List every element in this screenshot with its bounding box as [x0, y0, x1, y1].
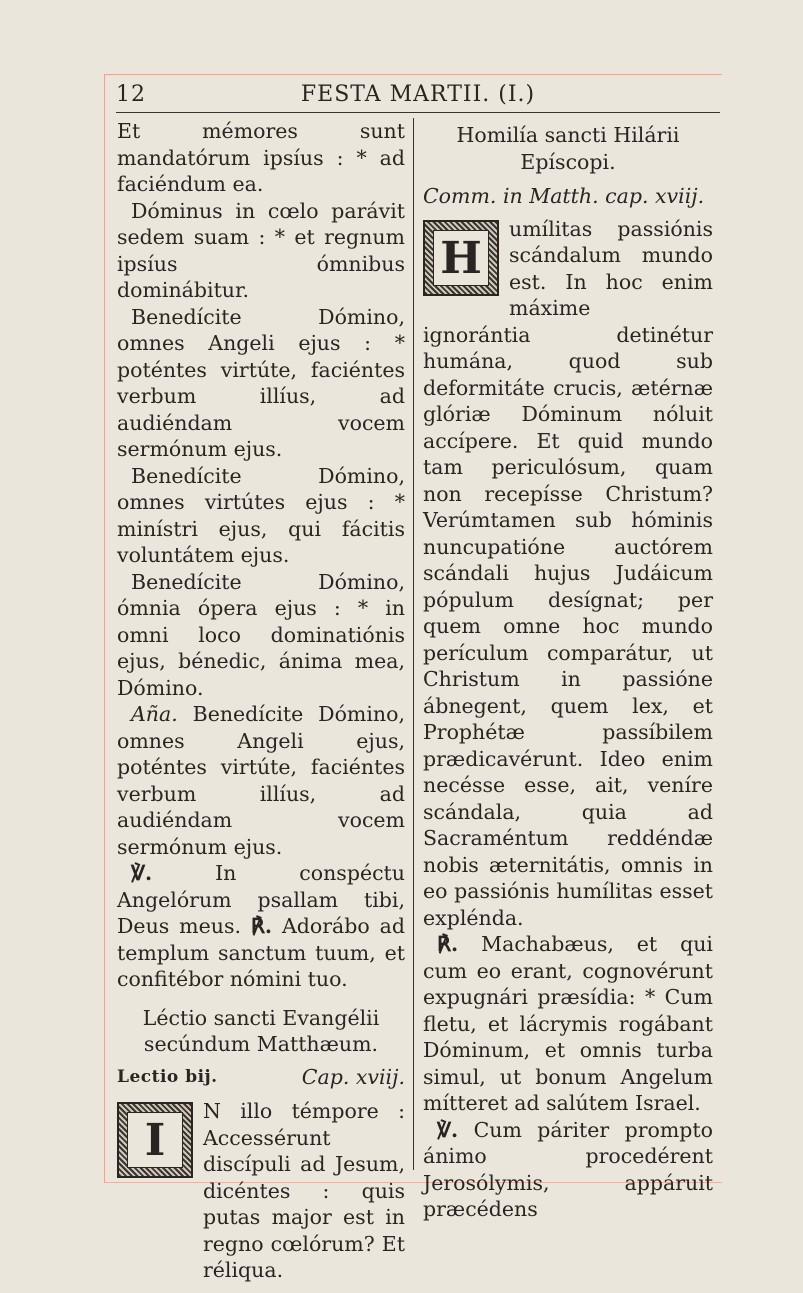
dropcap-i-ornament — [117, 1102, 193, 1178]
antiphon — [117, 701, 405, 860]
versicle — [117, 860, 405, 993]
homily-reference: Comm. in Matth. cap. xviij. — [423, 184, 705, 208]
page-border-left — [104, 74, 105, 1182]
versicle-symbol: ℣. — [131, 861, 153, 885]
dropcap-h-ornament — [423, 220, 499, 296]
header-rule — [116, 112, 720, 113]
responsory-text: Machabæus, et qui cum eo erant, cognovérunt expugnári præsídia: * Cum fletu, et lácrymis rogábant Dóminum, et omnis turba simul, ut bonum Angelum mítteret ad salútem Israel. — [423, 932, 713, 1115]
verse-5: Benedícite Dómino, ómnia ópera ejus : * in omni loco dominatiónis ejus, bénedic, ánima mea, Dómino. — [117, 569, 405, 700]
lectio-line — [117, 1064, 405, 1091]
response-symbol: ℟. — [250, 914, 273, 938]
dropcap-letter: H — [433, 230, 489, 286]
verse-4: Benedícite Dómino, omnes virtútes ejus : * minístri ejus, qui fácitis voluntátem ejus. — [117, 463, 405, 567]
running-title: FESTA MARTII. (I.) — [300, 82, 536, 107]
versicle-right — [423, 1117, 713, 1223]
column-divider — [413, 118, 414, 1170]
homily-opening-text: umílitas passiónis scándalum mundo est. In hoc enim máxime — [509, 216, 713, 320]
gospel-text — [117, 1098, 405, 1284]
response-text: Adorábo ad templum sanctum tuum, et confitébor nómini tuo. — [117, 914, 405, 991]
gospel-body: N illo témpore : Accessérunt discípuli ad Jesum, dicéntes : quis putas major est in regno cœlórum? Et réliqua. — [203, 1099, 405, 1282]
page-border-top — [104, 74, 722, 75]
verse-1: Et mémores sunt mandatórum ipsíus : * ad faciéndum ea. — [117, 119, 405, 196]
homily-heading: Homilía sancti Hilárii Epíscopi. — [456, 123, 680, 174]
verse-2: Dóminus in cœlo parávit sedem suam : * et regnum ipsíus ómnibus dominábitur. — [117, 198, 405, 302]
homily-body: ignorántia detinétur humána, quod sub deformitáte crucis, ætérnæ glóriæ Dóminum nóluit accípere. Et quid mundo tam periculósum, quam non recepísse Christum? Verúmtamen sub hóminis nuncupatióne auctórem scándali hujus Judáicum pópulum desígnat; per quem omne hoc mundo perículum comparátur, ut Christum in passióne ábnegent, quem lex, et Prophétæ passíbilem prædicavérunt. Ideo enim necésse esse, ait, veníre scándala, quia ad Sacraméntum reddéndæ nobis æternitátis, omnis in eo passiónis humílitas esset explénda. — [423, 322, 713, 930]
responsory — [423, 931, 713, 1117]
homily-opening — [423, 216, 713, 322]
versicle-right-text: Cum páriter prompto ánimo procedérent Jerosólymis, appáruit præcédens — [423, 1117, 713, 1221]
dropcap-letter: I — [127, 1112, 183, 1168]
lectio-label: Lectio bij. — [117, 1066, 218, 1087]
antiphon-text: Benedícite Dómino, omnes Angeli ejus, poténtes virtúte, faciéntes verbum illíus, ad audiéndam vocem sermónum ejus. — [117, 702, 405, 859]
responsory-symbol: ℟. — [437, 932, 459, 956]
right-column — [423, 118, 713, 1223]
gospel-heading: Léctio sancti Evangélii secúndum Matthæum. — [142, 1005, 380, 1056]
versicle-right-symbol: ℣. — [437, 1117, 459, 1142]
left-column — [117, 118, 405, 1284]
antiphon-label: Aña. — [131, 702, 178, 726]
lectio-chapter: Cap. xviij. — [301, 1064, 405, 1089]
page-number: 12 — [116, 82, 146, 107]
running-header — [116, 82, 720, 112]
versicle-text: In conspéctu Angelórum psallam tibi, Deus meus. — [117, 861, 405, 938]
verse-3: Benedícite Dómino, omnes Angeli ejus : * poténtes virtúte, faciéntes verbum illíus, ad audiéndam vocem sermónum ejus. — [117, 304, 405, 461]
